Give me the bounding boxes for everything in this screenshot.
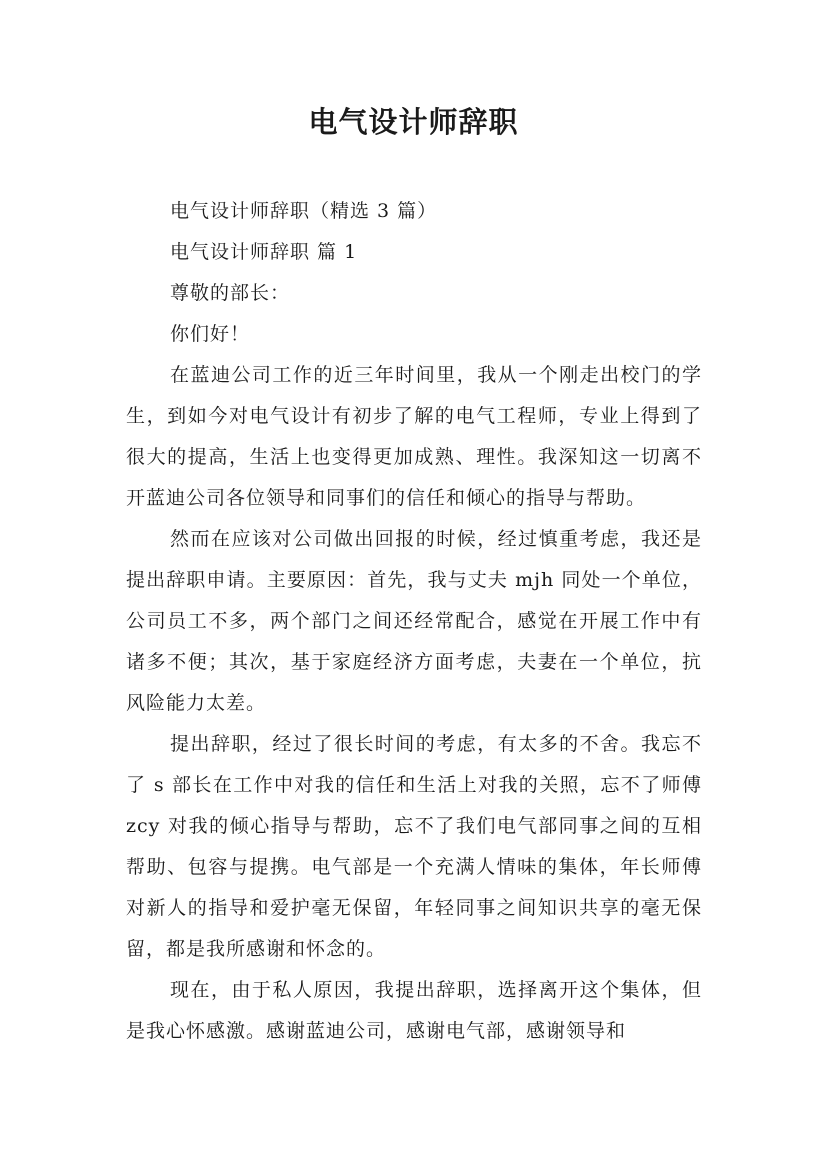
paragraph: 现在，由于私人原因，我提出辞职，选择离开这个集体，但是我心怀感激。感谢蓝迪公司，感谢电气部，感谢领导和 [126, 979, 702, 1042]
document-body [126, 191, 702, 1052]
section-heading: 电气设计师辞职 篇 1 [170, 241, 358, 263]
paragraph: 在蓝迪公司工作的近三年时间里，我从一个刚走出校门的学生，到如今对电气设计有初步了解的电气工程师，专业上得到了很大的提高，生活上也变得更加成熟、理性。我深知这一切离不开蓝迪公司各位领导和同事们的信任和倾心的指导与帮助。 [126, 364, 702, 509]
document-subtitle: 电气设计师辞职（精选 3 篇） [170, 200, 438, 222]
document-title: 电气设计师辞职 [308, 105, 519, 139]
greeting: 你们好！ [170, 323, 251, 345]
paragraph: 提出辞职，经过了很长时间的考虑，有太多的不舍。我忘不了 s 部长在工作中对我的信任和生活上对我的关照，忘不了师傅 zcy 对我的倾心指导与帮助，忘不了我们电气部同事之间的互相帮助、包容与提携。电气部是一个充满人情味的集体，年长师傅对新人的指导和爱护毫无保留，年轻同事之间知识共享的毫无保留，都是我所感谢和怀念的。 [126, 733, 702, 960]
paragraph: 然而在应该对公司做出回报的时候，经过慎重考虑，我还是提出辞职申请。主要原因：首先，我与丈夫 mjh 同处一个单位，公司员工不多，两个部门之间还经常配合，感觉在开展工作中有诸多不便；其次，基于家庭经济方面考虑，夫妻在一个单位，抗风险能力太差。 [126, 528, 702, 714]
salutation: 尊敬的部长： [170, 282, 291, 304]
